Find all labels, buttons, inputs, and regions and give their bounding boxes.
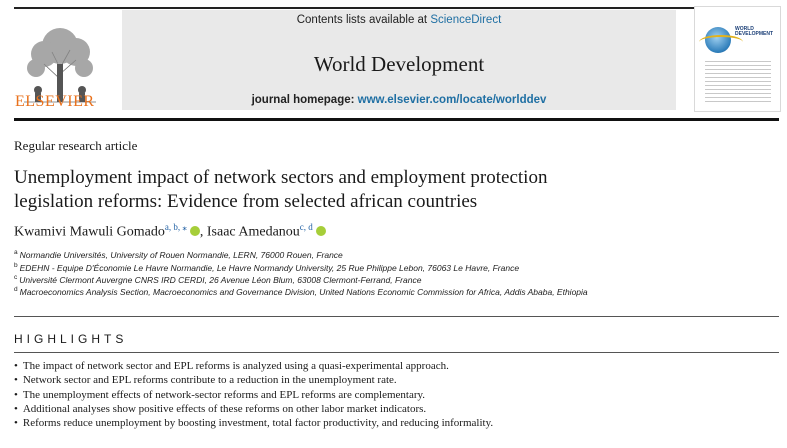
highlight-item: • Reforms reduce unemployment by boosting investment, total factor productivity, and reducing informality. <box>14 416 493 430</box>
contents-prefix: Contents lists available at <box>296 14 428 26</box>
top-rule <box>14 7 779 9</box>
affiliation-text: Université Clermont Auvergne CNRS IRD CERDI, 26 Avenue Léon Blum, 63008 Clermont-Ferrand, France <box>19 274 422 285</box>
journal-name[interactable]: World Development <box>313 52 485 76</box>
affiliation-mark: b <box>14 262 18 269</box>
affiliation-text: EDEHN - Equipe D'Économie Le Havre Normandie, Le Havre Normandy University, 25 Rue Philippe Lebon, 76063 Le Havre, France <box>19 262 520 273</box>
highlights-list <box>14 359 493 430</box>
homepage-link[interactable]: www.elsevier.com/locate/worlddev <box>357 94 547 106</box>
author-name[interactable]: Isaac Amedanou <box>206 224 300 240</box>
affiliation-mark: c <box>14 274 18 281</box>
affiliation <box>14 249 343 260</box>
sciencedirect-link[interactable]: ScienceDirect <box>430 14 502 26</box>
header-rule <box>14 118 779 121</box>
journal-cover-thumbnail[interactable] <box>694 6 781 112</box>
author-name[interactable]: Kwamivi Mawuli Gomado <box>14 224 165 240</box>
highlights-heading: HIGHLIGHTS <box>14 332 128 346</box>
orcid-icon[interactable] <box>190 226 200 236</box>
homepage-line <box>122 94 676 106</box>
affiliation <box>14 274 421 285</box>
title-line-2: legislation reforms: Evidence from selected african countries <box>14 191 478 212</box>
cover-title: WORLD DEVELOPMENT <box>735 26 774 37</box>
orbit-arc <box>699 35 743 49</box>
highlight-item: • The impact of network sector and EPL reforms is analyzed using a quasi-experimental approach. <box>14 359 493 373</box>
affiliation-text: Normandie Universités, University of Rouen Normandie, LERN, 76000 Rouen, France <box>19 249 343 260</box>
contents-line <box>122 14 676 26</box>
cover-text-lines <box>705 61 771 105</box>
homepage-label: journal homepage: <box>251 94 355 106</box>
highlight-item: • The unemployment effects of network-sector reforms and EPL reforms are complementary. <box>14 388 493 402</box>
highlights-rule <box>14 352 779 353</box>
journal-banner <box>122 10 676 110</box>
highlight-item: • Additional analyses show positive effects of these reforms on other labor market indicators. <box>14 402 493 416</box>
article-type: Regular research article <box>14 138 138 153</box>
affiliation-mark: a <box>14 249 18 256</box>
affiliation <box>14 262 519 273</box>
affiliation-text: Macroeconomics Analysis Section, Macroeconomics and Governance Division, United Nations Economic Commission for Africa, Addis Ababa, Ethiopia <box>19 286 588 297</box>
orcid-icon[interactable] <box>316 226 326 236</box>
article-title <box>14 166 714 214</box>
title-line-1: Unemployment impact of network sectors and employment protection <box>14 167 548 188</box>
author-marks[interactable]: a, b, ⁎ <box>164 222 187 232</box>
author-list: Kwamivi Mawuli Gomado$^{a, b, ⁎}$ , Isaac Amedanou$^{c, d}$ <box>14 222 326 241</box>
highlight-item: • Network sector and EPL reforms contribute to a reduction in the unemployment rate. <box>14 373 493 387</box>
affiliation <box>14 286 588 297</box>
author-marks[interactable]: c, d <box>299 222 313 232</box>
section-rule <box>14 316 779 317</box>
publisher-wordmark: ELSEVIER <box>15 93 95 110</box>
affiliation-mark: d <box>14 286 18 293</box>
